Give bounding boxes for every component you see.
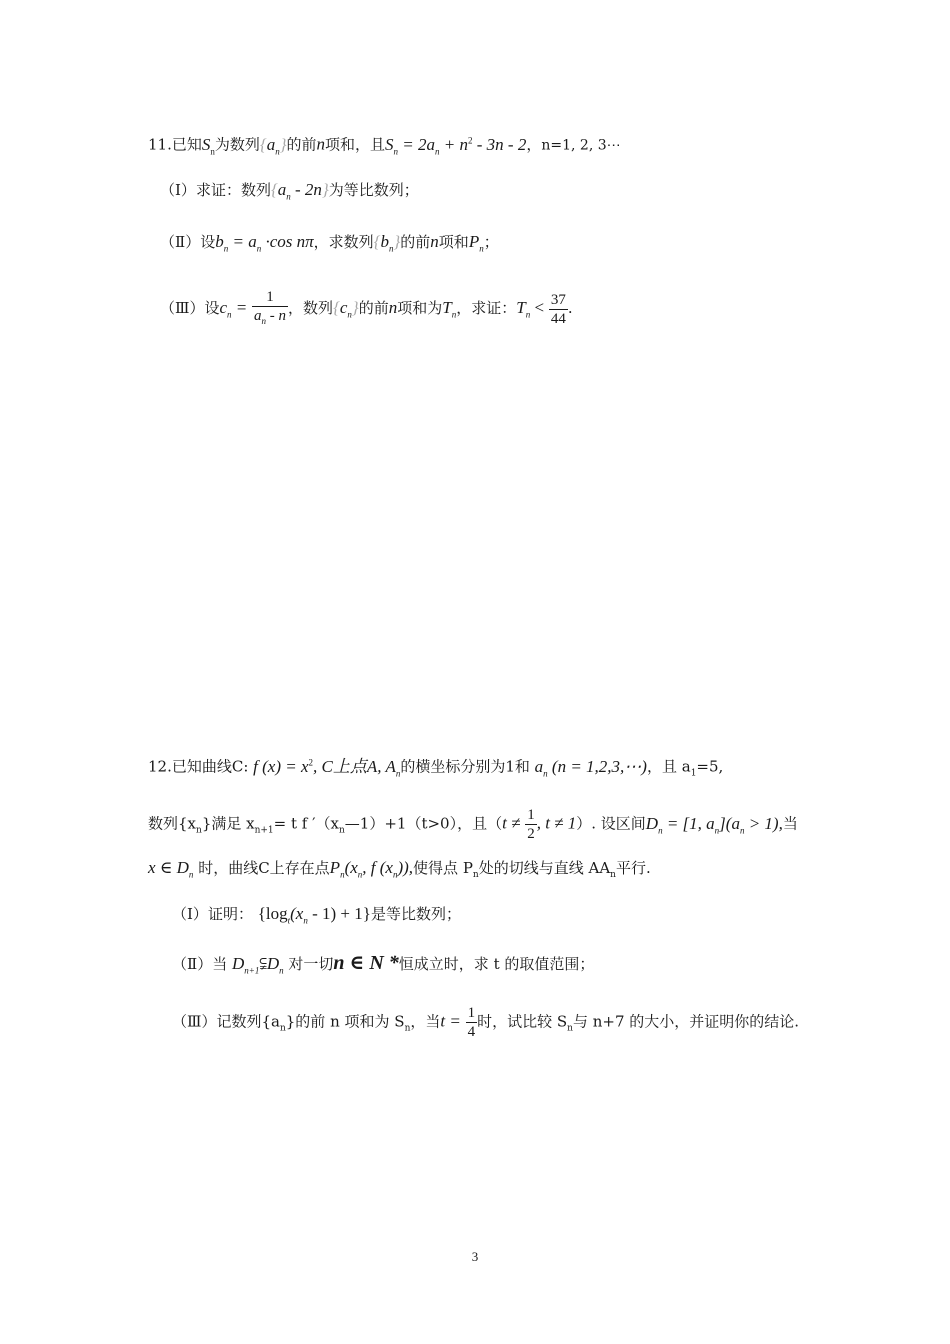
- problem-11-stem: 11.已知$S_n$为数列$\{a_n\}$的前n项和，且$S_n = 2a_n + n^2 - 3n - 2$，n=1, 2, 3⋯: [148, 134, 621, 157]
- problem-12-part-1: （Ⅰ）证明： $\{\log_t(x_n - 1) + 1\}$是等比数列；: [172, 904, 461, 926]
- problem-12-line-3: x ∈ $D_n$ 时，曲线C上存在点$P_n(x_n$, f $(x_n)$),使得点 $P_n$处的切线与直线 $AA_n$平行.: [148, 858, 651, 880]
- problem-12-part-3: （Ⅲ）记数列$\{a_n\}$的前 n 项和为 $S_n$，当t = $\frac{1}{4}$ 时，试比较 $S_n$与 n+7 的大小，并证明你的结论.: [172, 1005, 800, 1040]
- problem-11-part-1: （Ⅰ）求证：数列$\{a_n - 2n\}$为等比数列；: [160, 180, 419, 202]
- problem-12-part-2: （Ⅱ）当 $D_{n+1}⫋D_n$ 对一切n ∈ N *恒成立时，求 t 的取值范围；: [172, 952, 595, 976]
- fraction-one-over-an-minus-n: $\frac{1}{a_n - n}$: [254, 289, 287, 326]
- problem-12-stem: 12.已知曲线C: f $(x) = x^2$, C上点A, $A_n$的横坐标分别为1和 $a_n$ (n = 1,2,3,⋯)，且 $a_1=5$,: [148, 756, 724, 779]
- fraction-one-half: $\frac{1}{2}$: [527, 807, 535, 842]
- fraction-37-over-44: $\frac{37}{44}$: [550, 291, 566, 327]
- problem-11-part-2: （Ⅱ）设$b_n = a_n \cdot\cos$ nπ，求数列$\{b_n\}$的前n项和$P_n$；: [160, 232, 499, 254]
- fraction-one-quarter: $\frac{1}{4}$: [467, 1005, 476, 1040]
- page-number: 3: [471, 1249, 479, 1264]
- problem-12-line-2: 数列$\{x_n\}$满足 $x_{n+1}= t$ f $'(x_n—1)+1(t>0)$，且（t ≠ $\frac{1}{2}$ , t ≠ 1）. 设区间$D_n = [1$, $a_n](a_n > 1)$,当: [148, 807, 798, 842]
- problem-11-part-3: （Ⅲ）设$c_n$ = $\frac{1}{a_n - n}$ ，数列$\{c_n\}$的前n项和为$T_n$，求证：$T_n$ < $\frac{37}{44}$ .: [160, 288, 573, 330]
